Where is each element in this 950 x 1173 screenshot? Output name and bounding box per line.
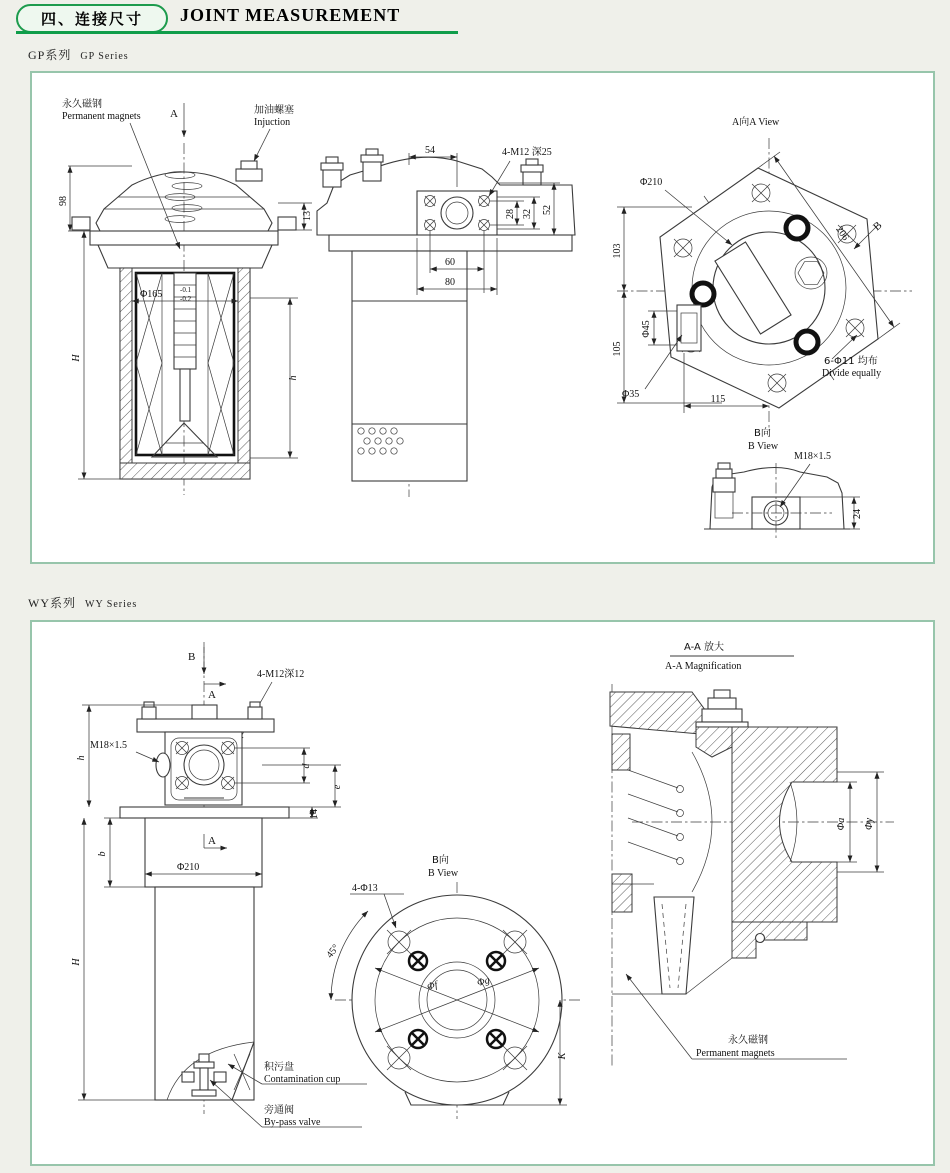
gp-b-view-title-zh: B向 bbox=[754, 428, 771, 439]
wy-dim-g: Φg bbox=[475, 975, 491, 989]
wy-aa-title-en: A-A Magnification bbox=[665, 661, 742, 672]
wy-b-view-title-en: B View bbox=[428, 868, 459, 879]
gp-dim-28: 28 bbox=[505, 209, 516, 219]
wy-cup-label-zh: 积污盘 bbox=[264, 1062, 294, 1073]
gp-dim-bore-tol-dn: -0.2 bbox=[180, 295, 192, 303]
wy-dim-45deg: 45° bbox=[324, 942, 342, 961]
gp-series-label bbox=[28, 46, 129, 63]
gp-dim-24: 24 bbox=[852, 509, 863, 519]
gp-dim-206: 206 bbox=[833, 224, 851, 243]
wy-dim-h: h bbox=[76, 755, 87, 761]
gp-dim-h: h bbox=[288, 375, 299, 381]
wy-magnets-label-zh: 永久磁钢 bbox=[728, 1035, 768, 1046]
wy-cup-label-en: Contamination cup bbox=[264, 1074, 341, 1085]
wy-dim-d: d bbox=[301, 763, 312, 769]
gp-dim-103: 103 bbox=[612, 243, 623, 259]
gp-dim-32: 32 bbox=[522, 209, 533, 219]
wy-magnets-label-en: Permanent magnets bbox=[696, 1048, 775, 1059]
gp-dim-98: 98 bbox=[58, 196, 69, 206]
wy-series-en: WY Series bbox=[85, 599, 138, 610]
wy-dim-f: Φf bbox=[425, 979, 439, 993]
wy-dim-y: Φy bbox=[864, 817, 875, 831]
wy-aa-view bbox=[610, 640, 894, 1067]
wy-dim-b: b bbox=[97, 851, 108, 857]
gp-dim-105: 105 bbox=[612, 341, 623, 357]
gp-dim-bore-tol-up: -0.1 bbox=[180, 286, 192, 294]
gp-b-view-title-en: B View bbox=[748, 441, 779, 452]
wy-drawing bbox=[32, 622, 933, 1164]
gp-injection-label-en: Injuction bbox=[254, 117, 291, 128]
gp-a-view-title: A向A View bbox=[732, 117, 780, 128]
gp-holes-note-zh: 6-Φ11 均布 bbox=[824, 356, 878, 367]
gp-holes-note-en: Divide equally bbox=[822, 368, 882, 379]
wy-b-view-title-zh: B向 bbox=[432, 855, 449, 866]
gp-side-view bbox=[317, 145, 575, 497]
gp-a-view bbox=[612, 115, 912, 431]
wy-dim-a: Φa bbox=[836, 817, 847, 831]
wy-series-zh: WY系列 bbox=[28, 596, 76, 610]
page-header bbox=[0, 0, 950, 40]
wy-dim-H: H bbox=[71, 958, 82, 966]
wy-dim-neck: Φ210 bbox=[177, 862, 200, 873]
gp-b-arrow-label: B bbox=[870, 219, 885, 234]
gp-dim-115: 115 bbox=[710, 394, 726, 405]
gp-dim-plate: Φ210 bbox=[640, 177, 663, 188]
wy-dim-14: 14 bbox=[309, 809, 320, 819]
wy-aa-title-zh: A-A 放大 bbox=[684, 642, 725, 653]
wy-dim-K: K bbox=[557, 1052, 568, 1060]
wy-thread-note: 4-M12深12 bbox=[257, 669, 305, 680]
gp-dim-52: 52 bbox=[542, 205, 553, 215]
wy-b-view bbox=[324, 853, 580, 1119]
gp-series-zh: GP系列 bbox=[28, 48, 72, 62]
wy-drawing-panel bbox=[30, 620, 935, 1166]
wy-dim-e: e bbox=[332, 784, 343, 790]
gp-b-thread: M18×1.5 bbox=[794, 451, 832, 462]
header-underline bbox=[16, 31, 458, 34]
wy-holes-note: 4-Φ13 bbox=[352, 883, 378, 894]
gp-magnets-label-zh: 永久磁钢 bbox=[62, 99, 102, 110]
wy-b-arrow-label: B bbox=[188, 651, 196, 663]
gp-dim-H: H bbox=[71, 354, 82, 362]
gp-drawing bbox=[32, 73, 933, 562]
page-title: JOINT MEASUREMENT bbox=[180, 5, 401, 25]
gp-series-en: GP Series bbox=[80, 51, 129, 62]
gp-dim-54: 54 bbox=[425, 145, 435, 156]
gp-dim-13: 13 bbox=[302, 211, 313, 221]
wy-bypass-label-en: By-pass valve bbox=[264, 1117, 321, 1128]
wy-a-arrow-label: A bbox=[208, 689, 216, 701]
gp-dim-phi35: Φ35 bbox=[622, 389, 640, 400]
gp-b-view bbox=[704, 426, 863, 541]
gp-thread-note: 4-M12 深25 bbox=[502, 147, 552, 158]
wy-bypass-label-zh: 旁通阀 bbox=[264, 1105, 294, 1116]
gp-dim-80: 80 bbox=[445, 277, 455, 288]
gp-dim-phi45: Φ45 bbox=[641, 320, 652, 338]
gp-front-view bbox=[58, 97, 313, 495]
gp-injection-label-zh: 加油螺塞 bbox=[254, 105, 294, 116]
gp-dim-60: 60 bbox=[445, 257, 455, 268]
spring-prongs bbox=[628, 770, 684, 865]
gp-a-arrow-label: A bbox=[170, 108, 178, 120]
wy-front-view bbox=[71, 642, 367, 1128]
gp-drawing-panel bbox=[30, 71, 935, 564]
section-badge: 四、连接尺寸 bbox=[16, 4, 168, 33]
gp-magnets-label-en: Permanent magnets bbox=[62, 111, 141, 122]
wy-a-arrow2-label: A bbox=[208, 835, 216, 847]
wy-side-thread: M18×1.5 bbox=[90, 740, 128, 751]
gp-dim-bore: Φ165 bbox=[140, 289, 163, 300]
wy-series-label bbox=[28, 594, 137, 611]
